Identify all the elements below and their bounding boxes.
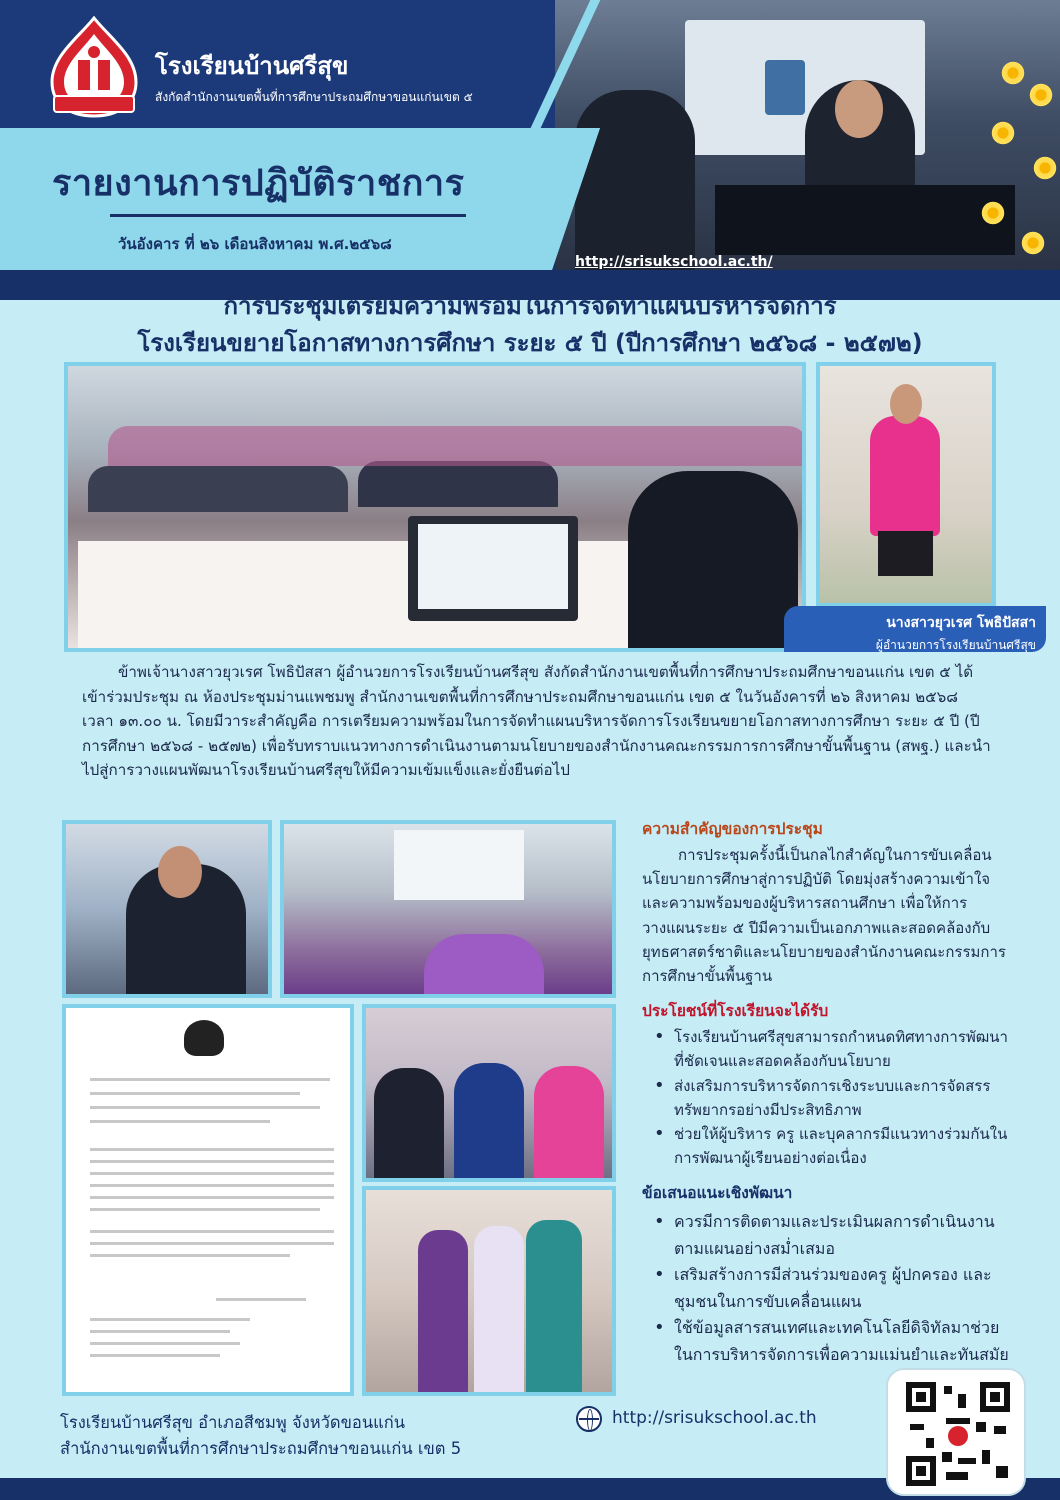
suggestions-heading: ข้อเสนอแนะเชิงพัฒนา xyxy=(642,1184,793,1203)
header-photo xyxy=(555,0,1060,270)
list-item: • เสริมสร้างการมีส่วนร่วมของครู ผู้ปกครอง และชุมชนในการขับเคลื่อนแผน xyxy=(642,1262,1012,1315)
list-item: • ส่งเสริมการบริหารจัดการเชิงระบบและการจัดสรรทรัพยากรอย่างมีประสิทธิภาพ xyxy=(642,1074,1012,1122)
school-name: โรงเรียนบ้านศรีสุข xyxy=(155,52,349,80)
group-photo xyxy=(362,1004,616,1182)
meeting-photo-main xyxy=(64,362,806,652)
importance-text: การประชุมครั้งนี้เป็นกลไกสำคัญในการขับเคลื่อนนโยบายการศึกษาสู่การปฏิบัติ โดยมุ่งสร้างความเข้าใจและความพร้อมของผู้บริหารสถานศึกษา เพื่อให้การวางแผนระยะ ๕ ปีมีความเป็นเอกภาพและสอดคล้องกับยุทธศาสตร์ชาติและนโยบายของสำนักงานคณะกรรมการการศึกษาขั้นพื้นฐาน xyxy=(642,846,1006,986)
footer-district: สำนักงานเขตพื้นที่การศึกษาประถมศึกษาขอนแก่น เขต 5 xyxy=(60,1439,462,1458)
portrait-caption xyxy=(784,606,1046,652)
report-body-paragraph: ข้าพเจ้านางสาวยุวเรศ โพธิปัสสา ผู้อำนวยการโรงเรียนบ้านศรีสุข สังกัดสำนักงานเขตพื้นที่การศึกษาประถมศึกษาขอนแก่น เขต ๕ ได้เข้าร่วมประชุม ณ ห้องประชุมม่านแพชมพู สำนักงานเขตพื้นที่การศึกษาประถมศึกษาขอนแก่น เขต ๕ ในวันอังคารที่ ๒๖ สิงหาคม ๒๕๖๘ เวลา ๑๓.๐๐ น. โดยมีวาระสำคัญคือ การเตรียมความพร้อมในการจัดทำแผนบริหารจัดการโรงเรียนขยายโอกาสทางการศึกษา ระยะ ๕ ปี (ปีการศึกษา ๒๕๖๘ - ๒๕๗๒) เพื่อรับทราบแนวทางการดำเนินงานตามนโยบายของสำนักงานคณะกรรมการการศึกษาขั้นพื้นฐาน (สพฐ.) และนำไปสู่การวางแผนพัฒนาโรงเรียนบ้านศรีสุขให้มีความเข้มแข็งและยั่งยืนต่อไป xyxy=(82,663,991,779)
benefits-list xyxy=(642,1025,1012,1170)
women-group-photo xyxy=(362,1186,616,1396)
headline-line-2: โรงเรียนขยายโอกาสทางการศึกษา ระยะ ๕ ปี (ปีการศึกษา ๒๕๖๘ - ๒๕๗๒) xyxy=(137,329,923,357)
globe-icon xyxy=(576,1406,602,1432)
director-portrait xyxy=(816,362,996,607)
report-date: วันอังคาร ที่ ๒๖ เดือนสิงหาคม พ.ศ.๒๕๖๘ xyxy=(118,235,392,253)
school-logo xyxy=(48,16,140,118)
list-item: • โรงเรียนบ้านศรีสุขสามารถกำหนดทิศทางการพัฒนาที่ชัดเจนและสอดคล้องกับนโยบาย xyxy=(642,1025,1012,1073)
speaker-photo xyxy=(62,820,272,998)
school-website-link[interactable]: http://srisukschool.ac.th/ xyxy=(575,254,773,270)
footer-website-link[interactable]: http://srisukschool.ac.th xyxy=(612,1408,817,1428)
qr-code-icon xyxy=(906,1382,1010,1486)
qr-code-card[interactable] xyxy=(886,1368,1026,1496)
director-name: นางสาวยุวเรศ โพธิปัสสา xyxy=(886,615,1036,631)
report-title: รายงานการปฏิบัติราชการ xyxy=(52,163,465,204)
footer-address: โรงเรียนบ้านศรีสุข อำเภอสีชมพู จังหวัดขอนแก่น xyxy=(60,1413,406,1432)
list-item: • ควรมีการติดตามและประเมินผลการดำเนินงานตามแผนอย่างสม่ำเสมอ xyxy=(642,1209,1012,1262)
official-letter-photo xyxy=(62,1004,354,1396)
summary-column xyxy=(642,816,1012,1368)
importance-heading: ความสำคัญของการประชุม xyxy=(642,820,823,838)
list-item: • ช่วยให้ผู้บริหาร ครู และบุคลากรมีแนวทางร่วมกันในการพัฒนาผู้เรียนอย่างต่อเนื่อง xyxy=(642,1122,1012,1170)
garuda-emblem xyxy=(184,1020,224,1056)
list-item: • ใช้ข้อมูลสารสนเทศและเทคโนโลยีดิจิทัลมาช่วยในการบริหารจัดการเพื่อความแม่นยำและทันสมัย xyxy=(642,1315,1012,1368)
headline-line-1: การประชุมเตรียมความพร้อมในการจัดทำแผนบริหารจัดการ xyxy=(223,292,837,320)
title-divider xyxy=(110,214,466,217)
meeting-room-photo xyxy=(280,820,616,998)
benefits-heading: ประโยชน์ที่โรงเรียนจะได้รับ xyxy=(642,1002,829,1021)
suggestions-list xyxy=(642,1209,1012,1368)
school-affiliation: สังกัดสำนักงานเขตพื้นที่การศึกษาประถมศึกษาขอนแก่นเขต ๕ xyxy=(155,90,473,104)
director-role: ผู้อำนวยการโรงเรียนบ้านศรีสุข xyxy=(875,638,1036,652)
